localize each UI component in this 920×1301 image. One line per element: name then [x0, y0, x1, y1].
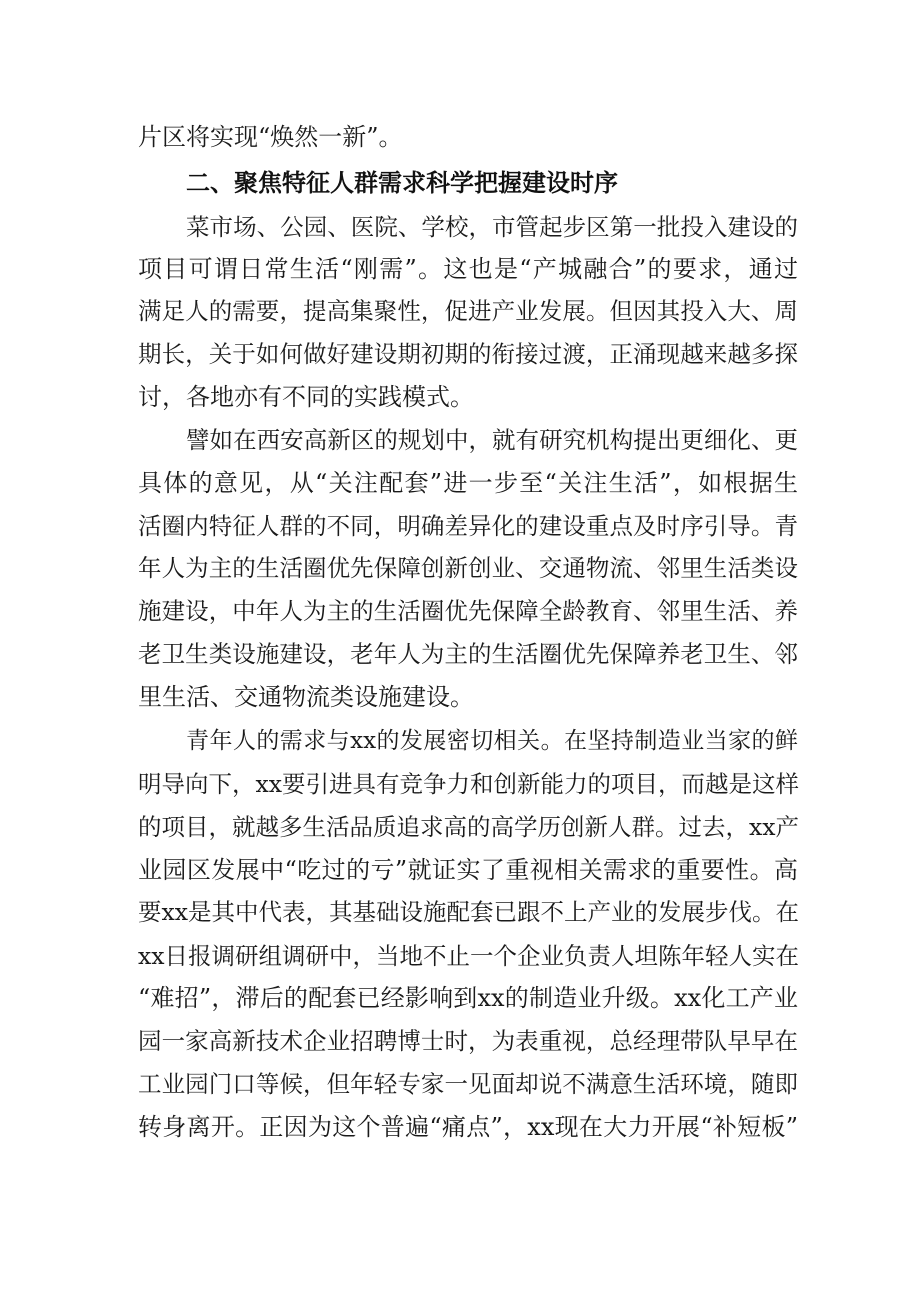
paragraph-3-line-7: “难招”，滞后的配套已经影响到xx的制造业升级。xx化工产业 [138, 984, 798, 1012]
text-line: 片区将实现“焕然一新”。 [138, 123, 403, 151]
section-heading: 二、聚焦特征人群需求科学把握建设时序 [186, 169, 618, 197]
paragraph-3-line-9: 工业园门口等候，但年轻专家一见面却说不满意生活环境，随即 [138, 1070, 798, 1098]
paragraph-1-line-3: 满足人的需要，提高集聚性，促进产业发展。但因其投入大、周 [138, 297, 798, 325]
paragraph-2-line-1: 譬如在西安高新区的规划中，就有研究机构提出更细化、更 [186, 426, 798, 454]
paragraph-1-line-1: 菜市场、公园、医院、学校，市管起步区第一批投入建设的 [186, 213, 798, 241]
paragraph-3-line-6: xx日报调研组调研中，当地不止一个企业负责人坦陈年轻人实在 [138, 942, 800, 970]
paragraph-3-line-3: 的项目，就越多生活品质追求高的高学历创新人群。过去，xx产 [138, 813, 800, 841]
paragraph-1-line-2: 项目可谓日常生活“刚需”。这也是“产城融合”的要求，通过 [138, 255, 798, 283]
paragraph-3-line-2: 明导向下，xx要引进具有竞争力和创新能力的项目，而越是这样 [138, 770, 800, 798]
paragraph-3-line-10: 转身离开。正因为这个普遍“痛点”，xx现在大力开展“补短板” [138, 1113, 798, 1141]
paragraph-2-line-4: 年人为主的生活圈优先保障创新创业、交通物流、邻里生活类设 [138, 554, 798, 582]
paragraph-2-line-3: 活圈内特征人群的不同，明确差异化的建设重点及时序引导。青 [138, 512, 798, 540]
paragraph-1-line-4: 期长，关于如何做好建设期初期的衔接过渡，正涌现越来越多探 [138, 340, 798, 368]
paragraph-3-line-5: 要xx是其中代表，其基础设施配套已跟不上产业的发展步伐。在 [138, 898, 800, 926]
paragraph-2-line-6: 老卫生类设施建设，老年人为主的生活圈优先保障养老卫生、邻 [138, 640, 798, 668]
paragraph-3-line-8: 园一家高新技术企业招聘博士时，为表重视，总经理带队早早在 [138, 1027, 798, 1055]
paragraph-2-line-2: 具体的意见，从“关注配套”进一步至“关注生活”，如根据生 [138, 469, 798, 497]
paragraph-1-line-5: 讨，各地亦有不同的实践模式。 [138, 383, 474, 411]
paragraph-2-line-5: 施建设，中年人为主的生活圈优先保障全龄教育、邻里生活、养 [138, 597, 798, 625]
paragraph-2-line-7: 里生活、交通物流类设施建设。 [138, 683, 474, 711]
paragraph-3-line-4: 业园区发展中“吃过的亏”就证实了重视相关需求的重要性。高 [138, 856, 798, 884]
paragraph-3-line-1: 青年人的需求与xx的发展密切相关。在坚持制造业当家的鲜 [186, 728, 798, 754]
